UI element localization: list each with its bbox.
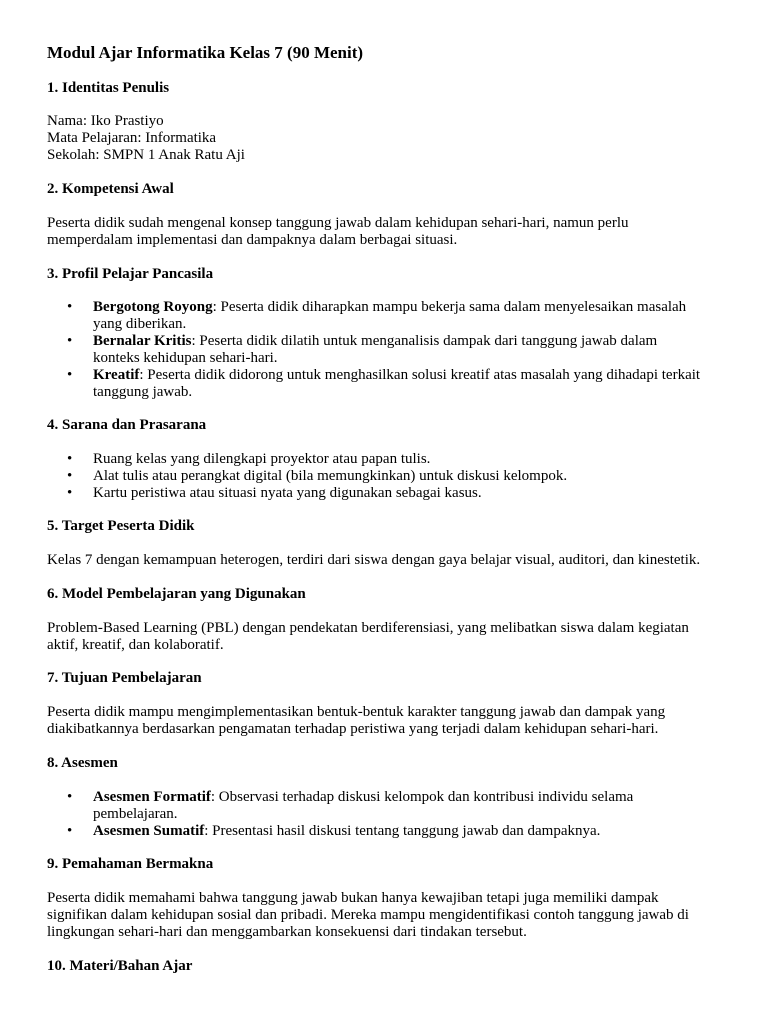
text-line: Peserta didik memahami bahwa tanggung jawab bukan hanya kewajiban tetapi juga memiliki dampak	[47, 890, 659, 906]
heading-identitas-penulis: 1. Identitas Penulis	[47, 80, 170, 96]
heading-asesmen: 8. Asesmen	[47, 755, 118, 771]
list-item	[47, 823, 727, 840]
text-line: konteks kehidupan sehari-hari.	[93, 350, 278, 366]
list-item	[47, 299, 727, 333]
text-line: aktif, kreatif, dan kolaboratif.	[47, 637, 224, 653]
list-item	[47, 468, 727, 485]
text-line: yang diberikan.	[93, 316, 187, 332]
author-name: Nama: Iko Prastiyo	[47, 113, 164, 129]
author-identity	[47, 113, 727, 164]
text-line	[93, 367, 727, 384]
paragraph-tujuan-pembelajaran	[47, 704, 727, 738]
item-term: Kreatif	[93, 367, 140, 383]
text-line: • Ruang kelas yang dilengkapi proyektor atau papan tulis.	[93, 451, 431, 467]
list-sarana-prasarana	[47, 451, 727, 502]
text-line: • Alat tulis atau perangkat digital (bila memungkinkan) untuk diskusi kelompok.	[93, 468, 568, 484]
item-term: Asesmen Formatif	[93, 789, 211, 805]
text-line: Peserta didik sudah mengenal konsep tanggung jawab dalam kehidupan sehari-hari, namun perlu	[47, 215, 629, 231]
heading-model-pembelajaran: 6. Model Pembelajaran yang Digunakan	[47, 586, 306, 602]
item-text: : Peserta didik dilatih untuk menganalisis dampak dari tanggung jawab dalam	[191, 333, 658, 349]
list-item	[47, 333, 727, 367]
list-item	[47, 789, 727, 823]
text-line	[93, 823, 727, 840]
text-line: diakibatkannya berdasarkan pengamatan terhadap peristiwa yang terjadi dalam kehidupan sehari-hari.	[47, 721, 659, 737]
text-line	[93, 789, 727, 806]
heading-kompetensi-awal: 2. Kompetensi Awal	[47, 181, 174, 197]
heading-sarana-prasarana: 4. Sarana dan Prasarana	[47, 417, 207, 433]
item-text: : Presentasi hasil diskusi tentang tanggung jawab dan dampaknya.	[204, 823, 601, 839]
author-school: Sekolah: SMPN 1 Anak Ratu Aji	[47, 147, 245, 163]
text-line	[93, 333, 727, 350]
text-line: memperdalam implementasi dan dampaknya dalam berbagai situasi.	[47, 232, 458, 248]
heading-target-peserta-didik: 5. Target Peserta Didik	[47, 518, 195, 534]
text-line: lingkungan sehari-hari dan menggambarkan konsekuensi dari tindakan tersebut.	[47, 924, 527, 940]
item-text: : Peserta didik diharapkan mampu bekerja sama dalam menyelesaikan masalah	[212, 299, 687, 315]
heading-tujuan-pembelajaran: 7. Tujuan Pembelajaran	[47, 670, 202, 686]
list-item	[47, 367, 727, 401]
paragraph-model-pembelajaran	[47, 620, 727, 654]
item-term: Bernalar Kritis	[93, 333, 192, 349]
text-line: pembelajaran.	[93, 806, 178, 822]
list-asesmen	[47, 789, 727, 840]
text-line: Peserta didik mampu mengimplementasikan bentuk-bentuk karakter tanggung jawab dan dampak yang	[47, 704, 666, 720]
text-line: • Kartu peristiwa atau situasi nyata yang digunakan sebagai kasus.	[93, 485, 482, 501]
heading-materi-bahan-ajar: 10. Materi/Bahan Ajar	[47, 958, 193, 974]
text-line: tanggung jawab.	[93, 384, 193, 400]
list-item	[47, 485, 727, 502]
list-item	[47, 451, 727, 468]
text-line: signifikan dalam kehidupan sosial dan pribadi. Mereka mampu mengidentifikasi contoh tanggung jawab di	[47, 907, 689, 923]
heading-profil-pelajar-pancasila: 3. Profil Pelajar Pancasila	[47, 266, 214, 282]
paragraph-pemahaman-bermakna	[47, 890, 727, 941]
item-term: Asesmen Sumatif	[93, 823, 205, 839]
author-subject: Mata Pelajaran: Informatika	[47, 130, 217, 146]
item-text: : Peserta didik didorong untuk menghasilkan solusi kreatif atas masalah yang dihadapi terkait	[139, 367, 701, 383]
list-profil-pelajar	[47, 299, 727, 401]
paragraph-kompetensi-awal	[47, 215, 727, 249]
item-text: : Observasi terhadap diskusi kelompok dan kontribusi individu selama	[210, 789, 634, 805]
text-line: Kelas 7 dengan kemampuan heterogen, terdiri dari siswa dengan gaya belajar visual, auditori, dan kinestetik.	[47, 552, 701, 568]
paragraph-target-peserta	[47, 552, 727, 569]
heading-pemahaman-bermakna: 9. Pemahaman Bermakna	[47, 856, 214, 872]
document-title: Modul Ajar Informatika Kelas 7 (90 Menit)	[47, 43, 364, 62]
text-line	[93, 299, 727, 316]
item-term: Bergotong Royong	[93, 299, 213, 315]
text-line: Problem-Based Learning (PBL) dengan pendekatan berdiferensiasi, yang melibatkan siswa dalam kegiatan	[47, 620, 689, 636]
